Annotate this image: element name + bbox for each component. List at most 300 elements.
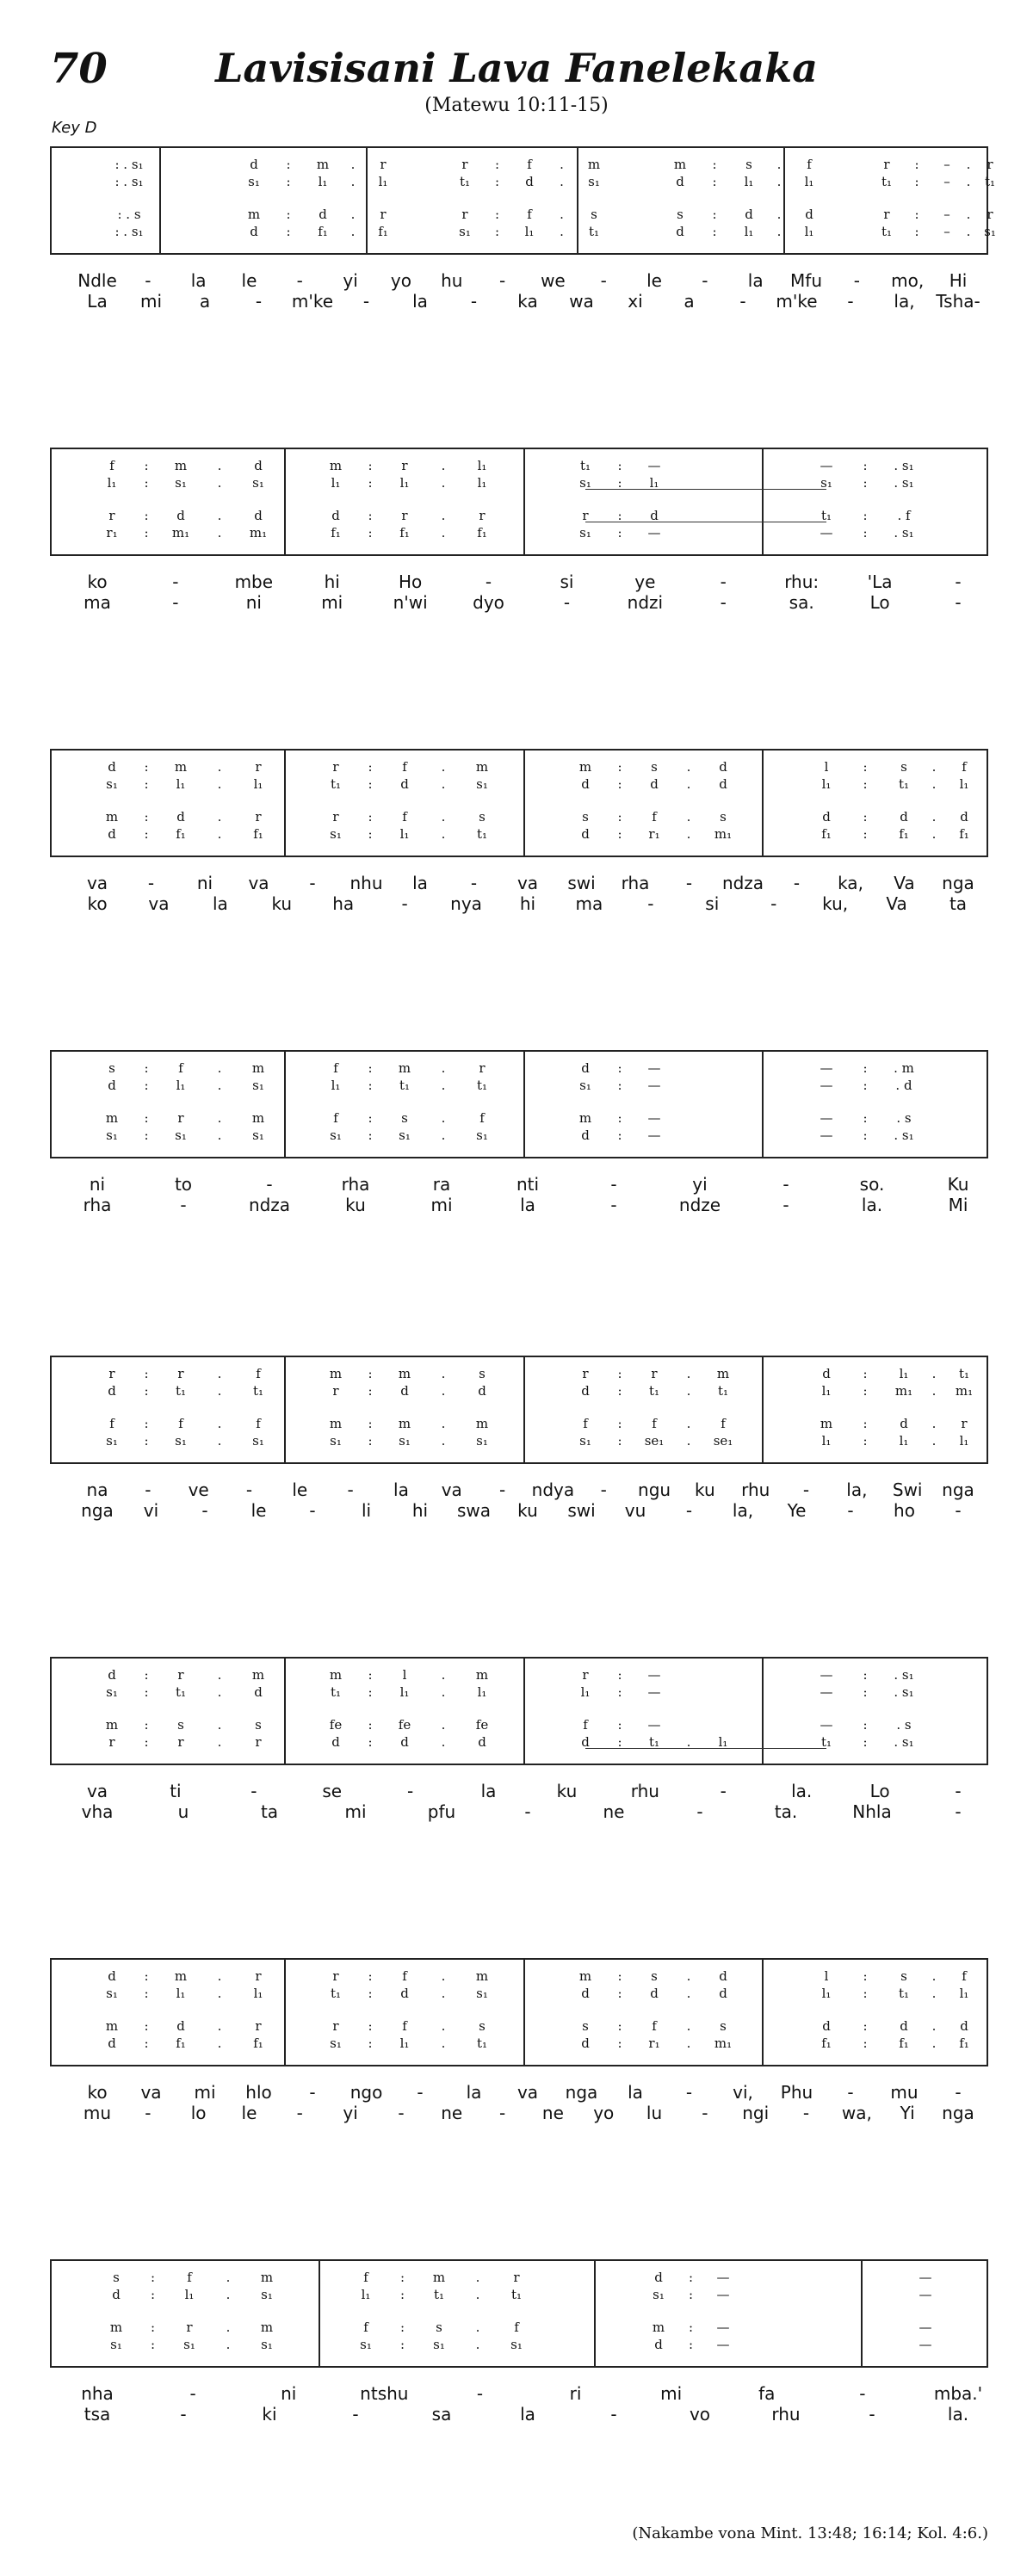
- solfa-note: s: [745, 157, 752, 172]
- solfa-note: . s₁: [894, 1684, 914, 1700]
- solfa-note: se₁: [644, 1433, 665, 1449]
- solfa-note: :: [863, 2018, 868, 2034]
- solfa-note: .: [776, 174, 782, 189]
- solfa-note: :: [617, 1060, 622, 1076]
- notation-staff: [50, 448, 988, 556]
- system-3: [50, 749, 988, 914]
- solfa-note: f: [583, 1416, 588, 1431]
- solfa-note: r: [108, 508, 115, 523]
- solfa-note: t₁: [648, 1734, 660, 1750]
- solfa-note: s₁: [476, 1433, 488, 1449]
- syllable-hyphen: -: [955, 592, 962, 613]
- solfa-note: s₁: [579, 1078, 591, 1093]
- solfa-note: r: [332, 1383, 339, 1399]
- solfa-note: s₁: [476, 1986, 488, 2001]
- solfa-note: r: [186, 2320, 193, 2335]
- solfa-note: :: [144, 1734, 149, 1750]
- lyric-syllable: Va: [886, 893, 907, 914]
- barline: [319, 2261, 320, 2366]
- solfa-note: :: [368, 1684, 373, 1700]
- hymn-title: Lavisisani Lava Fanelekaka: [215, 45, 818, 91]
- barline: [762, 751, 764, 856]
- lyric-syllable: la: [212, 893, 228, 914]
- lyrics-block: [50, 571, 988, 613]
- lyric-syllable: mi: [660, 2383, 683, 2404]
- solfa-note: r: [108, 1366, 115, 1381]
- solfa-note: :: [914, 174, 919, 189]
- solfa-note: .: [441, 1734, 446, 1750]
- syllable-hyphen: -: [563, 592, 571, 613]
- solfa-note: :: [863, 826, 868, 842]
- lyric-syllable: nga: [942, 873, 974, 893]
- solfa-note: s₁: [588, 174, 600, 189]
- lyric-syllable: Hi: [949, 270, 968, 291]
- solfa-note: f: [178, 1416, 183, 1431]
- solfa-note: f: [652, 809, 657, 825]
- solfa-note: .: [441, 1127, 446, 1143]
- solfa-note: :: [863, 1734, 868, 1750]
- solfa-note: .: [350, 224, 356, 239]
- solfa-note: r: [332, 759, 339, 775]
- solfa-note: —: [647, 1110, 661, 1126]
- syllable-hyphen: -: [498, 1480, 506, 1500]
- lyric-syllable: va: [441, 1480, 462, 1500]
- lyric-line: [50, 2103, 988, 2123]
- solfa-note: f: [479, 1110, 485, 1126]
- syllable-hyphen: -: [802, 1480, 810, 1500]
- solfa-note: d: [250, 224, 258, 239]
- solfa-note: :: [150, 2337, 156, 2352]
- solfa-note: . s: [896, 1717, 912, 1733]
- solfa-note: s: [479, 809, 486, 825]
- solfa-note: m: [105, 1110, 119, 1126]
- solfa-note: :: [150, 2320, 156, 2335]
- solfa-note: :: [494, 157, 500, 172]
- lyric-syllable: u: [177, 1801, 189, 1822]
- solfa-note: .: [776, 224, 782, 239]
- solfa-note: f: [962, 1968, 967, 1984]
- solfa-note: .: [217, 2018, 222, 2034]
- solfa-note: .: [217, 475, 222, 491]
- solfa-note: f: [178, 1060, 183, 1076]
- solfa-note: .: [475, 2337, 480, 2352]
- lyric-line: [50, 1500, 988, 1521]
- syllable-hyphen: -: [470, 873, 478, 893]
- barline: [762, 1357, 764, 1462]
- solfa-note: l₁: [176, 1986, 186, 2001]
- solfa-note: f₁: [821, 2035, 832, 2051]
- solfa-note: .: [931, 1968, 937, 1984]
- system-1: [50, 146, 996, 312]
- system-8: [50, 2259, 988, 2425]
- solfa-note: .: [931, 1986, 937, 2001]
- syllable-hyphen: -: [309, 1500, 316, 1521]
- lyric-line: [50, 893, 988, 914]
- solfa-note: .: [931, 1433, 937, 1449]
- solfa-note: . f: [897, 508, 911, 523]
- solfa-note: f: [514, 2320, 519, 2335]
- lyric-syllable: mi: [139, 291, 163, 312]
- solfa-note: s₁: [579, 475, 591, 491]
- solfa-note: .: [441, 1717, 446, 1733]
- solfa-note: . s: [896, 1110, 912, 1126]
- solfa-note: r: [987, 157, 993, 172]
- solfa-note: m: [398, 1366, 411, 1381]
- solfa-note: –: [943, 157, 950, 172]
- solfa-note: l₁: [899, 1366, 909, 1381]
- scripture-reference: (Matewu 10:11-15): [424, 95, 609, 116]
- lyric-syllable: m'ke: [776, 291, 818, 312]
- solfa-note: d: [676, 174, 684, 189]
- lyric-syllable: hlo: [245, 2082, 272, 2103]
- solfa-note: f₁: [253, 2035, 263, 2051]
- solfa-note: t₁: [433, 2287, 445, 2302]
- lyric-syllable: Tsha-: [936, 291, 980, 312]
- solfa-note: .: [560, 174, 564, 189]
- solfa-note: .: [441, 1667, 446, 1683]
- solfa-note: l₁: [744, 174, 754, 189]
- solfa-note: :: [368, 2035, 373, 2051]
- solfa-note: s₁: [399, 1127, 411, 1143]
- solfa-note: —: [820, 1717, 833, 1733]
- solfa-note: fe: [398, 1717, 411, 1733]
- solfa-note: —: [820, 1127, 833, 1143]
- solfa-note: d: [254, 1684, 263, 1700]
- solfa-note: f: [402, 759, 407, 775]
- solfa-note: r: [177, 1366, 184, 1381]
- solfa-note: :: [144, 1060, 149, 1076]
- syllable-hyphen: -: [847, 1500, 854, 1521]
- solfa-note: :: [144, 809, 149, 825]
- solfa-note: s₁: [330, 1127, 342, 1143]
- solfa-note: r: [961, 1416, 968, 1431]
- solfa-note: l₁: [477, 475, 487, 491]
- lyric-syllable: ri: [569, 2383, 582, 2404]
- solfa-note: d: [108, 1078, 116, 1093]
- solfa-note: f: [333, 1060, 338, 1076]
- solfa-note: :: [863, 508, 868, 523]
- solfa-note: —: [716, 2320, 730, 2335]
- solfa-note: —: [919, 2287, 932, 2302]
- solfa-note: :: [144, 475, 149, 491]
- solfa-note: l₁: [253, 1986, 263, 2001]
- solfa-note: —: [820, 1684, 833, 1700]
- syllable-hyphen: -: [147, 873, 155, 893]
- lyrics-block: [50, 2082, 988, 2123]
- solfa-note: d: [650, 508, 659, 523]
- lyric-syllable: nga: [942, 2103, 974, 2123]
- lyric-syllable: mo,: [891, 270, 925, 291]
- lyric-syllable: mi: [321, 592, 343, 613]
- solfa-note: .: [441, 508, 446, 523]
- solfa-note: f: [652, 2018, 657, 2034]
- lyric-syllable: si: [705, 893, 720, 914]
- solfa-note: d: [581, 2035, 590, 2051]
- solfa-note: m: [105, 1717, 119, 1733]
- solfa-note: .: [560, 224, 564, 239]
- lyric-syllable: nya: [450, 893, 482, 914]
- lyric-syllable: 'La: [867, 571, 893, 592]
- lyric-syllable: ku: [695, 1480, 715, 1500]
- solfa-note: m₁: [249, 525, 268, 541]
- solfa-note: r₁: [648, 826, 660, 842]
- solfa-note: r: [332, 809, 339, 825]
- lyric-line: [50, 2082, 988, 2103]
- solfa-note: t₁: [330, 1986, 342, 2001]
- solfa-note: se₁: [713, 1433, 733, 1449]
- solfa-note: m: [432, 2270, 446, 2285]
- solfa-note: :: [863, 809, 868, 825]
- lyric-syllable: ka,: [838, 873, 863, 893]
- solfa-note: d: [650, 1986, 659, 2001]
- notation-staff: [50, 1657, 988, 1765]
- solfa-note: d: [400, 776, 409, 792]
- solfa-note: :: [368, 759, 373, 775]
- solfa-note: t₁: [820, 1734, 832, 1750]
- lyric-syllable: ha: [332, 893, 355, 914]
- solfa-note: :: [712, 174, 717, 189]
- solfa-note: m₁: [955, 1383, 974, 1399]
- solfa-note: —: [919, 2320, 932, 2335]
- lyric-syllable: hi: [411, 1500, 429, 1521]
- lyric-syllable: le: [646, 270, 662, 291]
- solfa-note: m: [820, 1416, 833, 1431]
- syllable-hyphen: -: [145, 270, 152, 291]
- notation-staff: [50, 1356, 988, 1464]
- solfa-note: s₁: [330, 2035, 342, 2051]
- solfa-note: d: [319, 207, 327, 222]
- solfa-note: f: [363, 2270, 368, 2285]
- lyric-line: [50, 592, 988, 613]
- syllable-hyphen: -: [407, 1781, 414, 1801]
- syllable-hyphen: -: [720, 571, 727, 592]
- solfa-note: .: [217, 458, 222, 473]
- solfa-note: r: [332, 1968, 339, 1984]
- solfa-note: t₁: [330, 776, 342, 792]
- solfa-note: f: [256, 1366, 261, 1381]
- lyric-syllable: la: [628, 2082, 643, 2103]
- solfa-note: t₁: [399, 1078, 411, 1093]
- syllable-hyphen: -: [309, 2082, 316, 2103]
- solfa-note: .: [560, 157, 564, 172]
- solfa-note: :: [863, 1684, 868, 1700]
- solfa-note: :: [144, 508, 149, 523]
- solfa-note: s: [720, 809, 727, 825]
- solfa-note: t₁: [881, 174, 893, 189]
- solfa-note: s: [113, 2270, 120, 2285]
- solfa-note: :: [617, 508, 622, 523]
- solfa-note: s₁: [106, 776, 118, 792]
- solfa-note: d: [719, 759, 727, 775]
- solfa-note: r₁: [106, 525, 118, 541]
- solfa-note: .: [441, 1433, 446, 1449]
- solfa-note: r: [513, 2270, 520, 2285]
- solfa-note: f: [402, 2018, 407, 2034]
- solfa-note: .: [441, 1366, 446, 1381]
- solfa-note: :: [368, 826, 373, 842]
- footnote: (Nakambe vona Mint. 13:48; 16:14; Kol. 4:6.): [632, 2524, 988, 2542]
- barline: [523, 1960, 525, 2065]
- solfa-note: —: [919, 2270, 932, 2285]
- solfa-note: d: [822, 1366, 831, 1381]
- solfa-note: f₁: [899, 826, 909, 842]
- solfa-note: m: [652, 2320, 665, 2335]
- solfa-note: :: [617, 826, 622, 842]
- solfa-note: .: [217, 1734, 222, 1750]
- solfa-note: t₁: [984, 174, 996, 189]
- solfa-note: l₁: [524, 224, 535, 239]
- system-5: [50, 1356, 988, 1521]
- solfa-note: l₁: [959, 1986, 969, 2001]
- lyric-syllable: va: [516, 873, 539, 893]
- lyrics-block: [50, 1480, 988, 1521]
- syllable-hyphen: -: [255, 291, 263, 312]
- lyric-syllable: La: [87, 291, 108, 312]
- solfa-note: f: [527, 207, 532, 222]
- solfa-note: s₁: [175, 475, 187, 491]
- lyric-syllable: rhu: [741, 1480, 770, 1500]
- solfa-note: :: [863, 525, 868, 541]
- solfa-note: :: [368, 776, 373, 792]
- lyric-syllable: Va: [894, 873, 915, 893]
- solfa-note: r: [332, 2018, 339, 2034]
- lyric-syllable: la: [520, 1195, 535, 1215]
- solfa-note: :: [144, 1433, 149, 1449]
- solfa-note: .: [217, 1110, 222, 1126]
- solfa-note: .: [217, 2035, 222, 2051]
- solfa-note: s: [582, 2018, 589, 2034]
- syllable-hyphen: -: [172, 571, 179, 592]
- solfa-note: d: [581, 1986, 590, 2001]
- solfa-note: s₁: [261, 2337, 273, 2352]
- solfa-note: f₁: [821, 826, 832, 842]
- solfa-note: t₁: [476, 2035, 488, 2051]
- solfa-note: s₁: [175, 1127, 187, 1143]
- lyric-syllable: Ho: [398, 571, 423, 592]
- syllable-hyphen: -: [793, 873, 801, 893]
- solfa-note: t₁: [476, 1078, 488, 1093]
- syllable-hyphen: -: [245, 1480, 253, 1500]
- lyric-syllable: ngi: [742, 2103, 770, 2123]
- solfa-note: l₁: [821, 776, 832, 792]
- solfa-note: d: [654, 2270, 663, 2285]
- solfa-note: :: [617, 1986, 622, 2001]
- syllable-hyphen: -: [296, 270, 303, 291]
- notation-staff: [50, 2259, 988, 2368]
- lyric-syllable: la: [520, 2404, 535, 2425]
- lyric-syllable: vu: [624, 1500, 646, 1521]
- lyric-syllable: a: [684, 291, 695, 312]
- syllable-hyphen: -: [189, 2383, 196, 2404]
- lyric-syllable: le: [241, 2103, 257, 2123]
- syllable-hyphen: -: [180, 1195, 187, 1215]
- solfa-note: d: [108, 826, 116, 842]
- solfa-note: l₁: [253, 776, 263, 792]
- lyric-syllable: ye: [634, 571, 656, 592]
- solfa-note: d: [254, 508, 263, 523]
- solfa-note: .: [686, 1383, 691, 1399]
- lyric-syllable: so.: [859, 1174, 885, 1195]
- solfa-note: .: [686, 1968, 691, 1984]
- solfa-note: l₁: [477, 458, 487, 473]
- lyric-syllable: we: [541, 270, 566, 291]
- solfa-note: :: [144, 1968, 149, 1984]
- solfa-note: .: [217, 1383, 222, 1399]
- solfa-note: :: [368, 1127, 373, 1143]
- solfa-note: l₁: [361, 2287, 371, 2302]
- solfa-note: :: [368, 1717, 373, 1733]
- solfa-note: m: [329, 1416, 343, 1431]
- solfa-note: m: [475, 1416, 489, 1431]
- syllable-hyphen: -: [685, 1500, 693, 1521]
- lyric-syllable: xi: [628, 291, 643, 312]
- solfa-note: —: [647, 1078, 661, 1093]
- solfa-note: t₁: [175, 1383, 187, 1399]
- syllable-hyphen: -: [955, 1781, 962, 1801]
- solfa-note: :: [863, 759, 868, 775]
- solfa-note: .: [217, 1433, 222, 1449]
- solfa-note: f₁: [959, 826, 969, 842]
- solfa-note: :: [688, 2287, 694, 2302]
- solfa-note: s₁: [252, 1433, 264, 1449]
- lyric-syllable: ni: [196, 873, 213, 893]
- solfa-note: d: [478, 1734, 486, 1750]
- solfa-note: s₁: [252, 1078, 264, 1093]
- solfa-note: d: [650, 776, 659, 792]
- solfa-note: l₁: [399, 2035, 410, 2051]
- syllable-hyphen: -: [859, 2383, 866, 2404]
- solfa-note: l: [824, 1968, 829, 1984]
- solfa-note: t₁: [510, 2287, 523, 2302]
- lyric-syllable: la.: [947, 2404, 969, 2425]
- solfa-note: :: [617, 1416, 622, 1431]
- solfa-note: t₁: [881, 224, 893, 239]
- syllable-hyphen: -: [347, 1480, 354, 1500]
- solfa-note: s₁: [510, 2337, 523, 2352]
- lyric-syllable: wa,: [841, 2103, 872, 2123]
- lyric-syllable: ndze: [678, 1195, 721, 1215]
- solfa-note: m₁: [894, 1383, 913, 1399]
- lyric-syllable: le: [251, 1500, 267, 1521]
- barline: [861, 2261, 863, 2366]
- solfa-note: r: [380, 157, 387, 172]
- solfa-note: l: [824, 759, 829, 775]
- solfa-note: :: [144, 1110, 149, 1126]
- solfa-note: .: [966, 157, 971, 172]
- barline: [523, 1659, 525, 1764]
- solfa-note: s: [108, 1060, 115, 1076]
- solfa-note: l: [402, 1667, 407, 1683]
- solfa-note: .: [686, 1986, 691, 2001]
- lyric-syllable: ra: [432, 1174, 451, 1195]
- solfa-note: .: [686, 776, 691, 792]
- solfa-note: :: [368, 508, 373, 523]
- solfa-note: :: [617, 1110, 622, 1126]
- solfa-note: —: [647, 1717, 661, 1733]
- solfa-note: .: [686, 759, 691, 775]
- barline: [523, 1357, 525, 1462]
- solfa-note: s₁: [820, 475, 832, 491]
- solfa-note: s₁: [175, 1433, 187, 1449]
- notation-staff: [50, 1050, 988, 1158]
- solfa-note: .: [217, 759, 222, 775]
- solfa-note: d: [108, 1667, 116, 1683]
- solfa-note: .: [475, 2287, 480, 2302]
- lyric-syllable: mbe: [234, 571, 274, 592]
- syllable-hyphen: -: [955, 1801, 962, 1822]
- solfa-note: l₁: [580, 1684, 591, 1700]
- lyric-syllable: Ye: [787, 1500, 807, 1521]
